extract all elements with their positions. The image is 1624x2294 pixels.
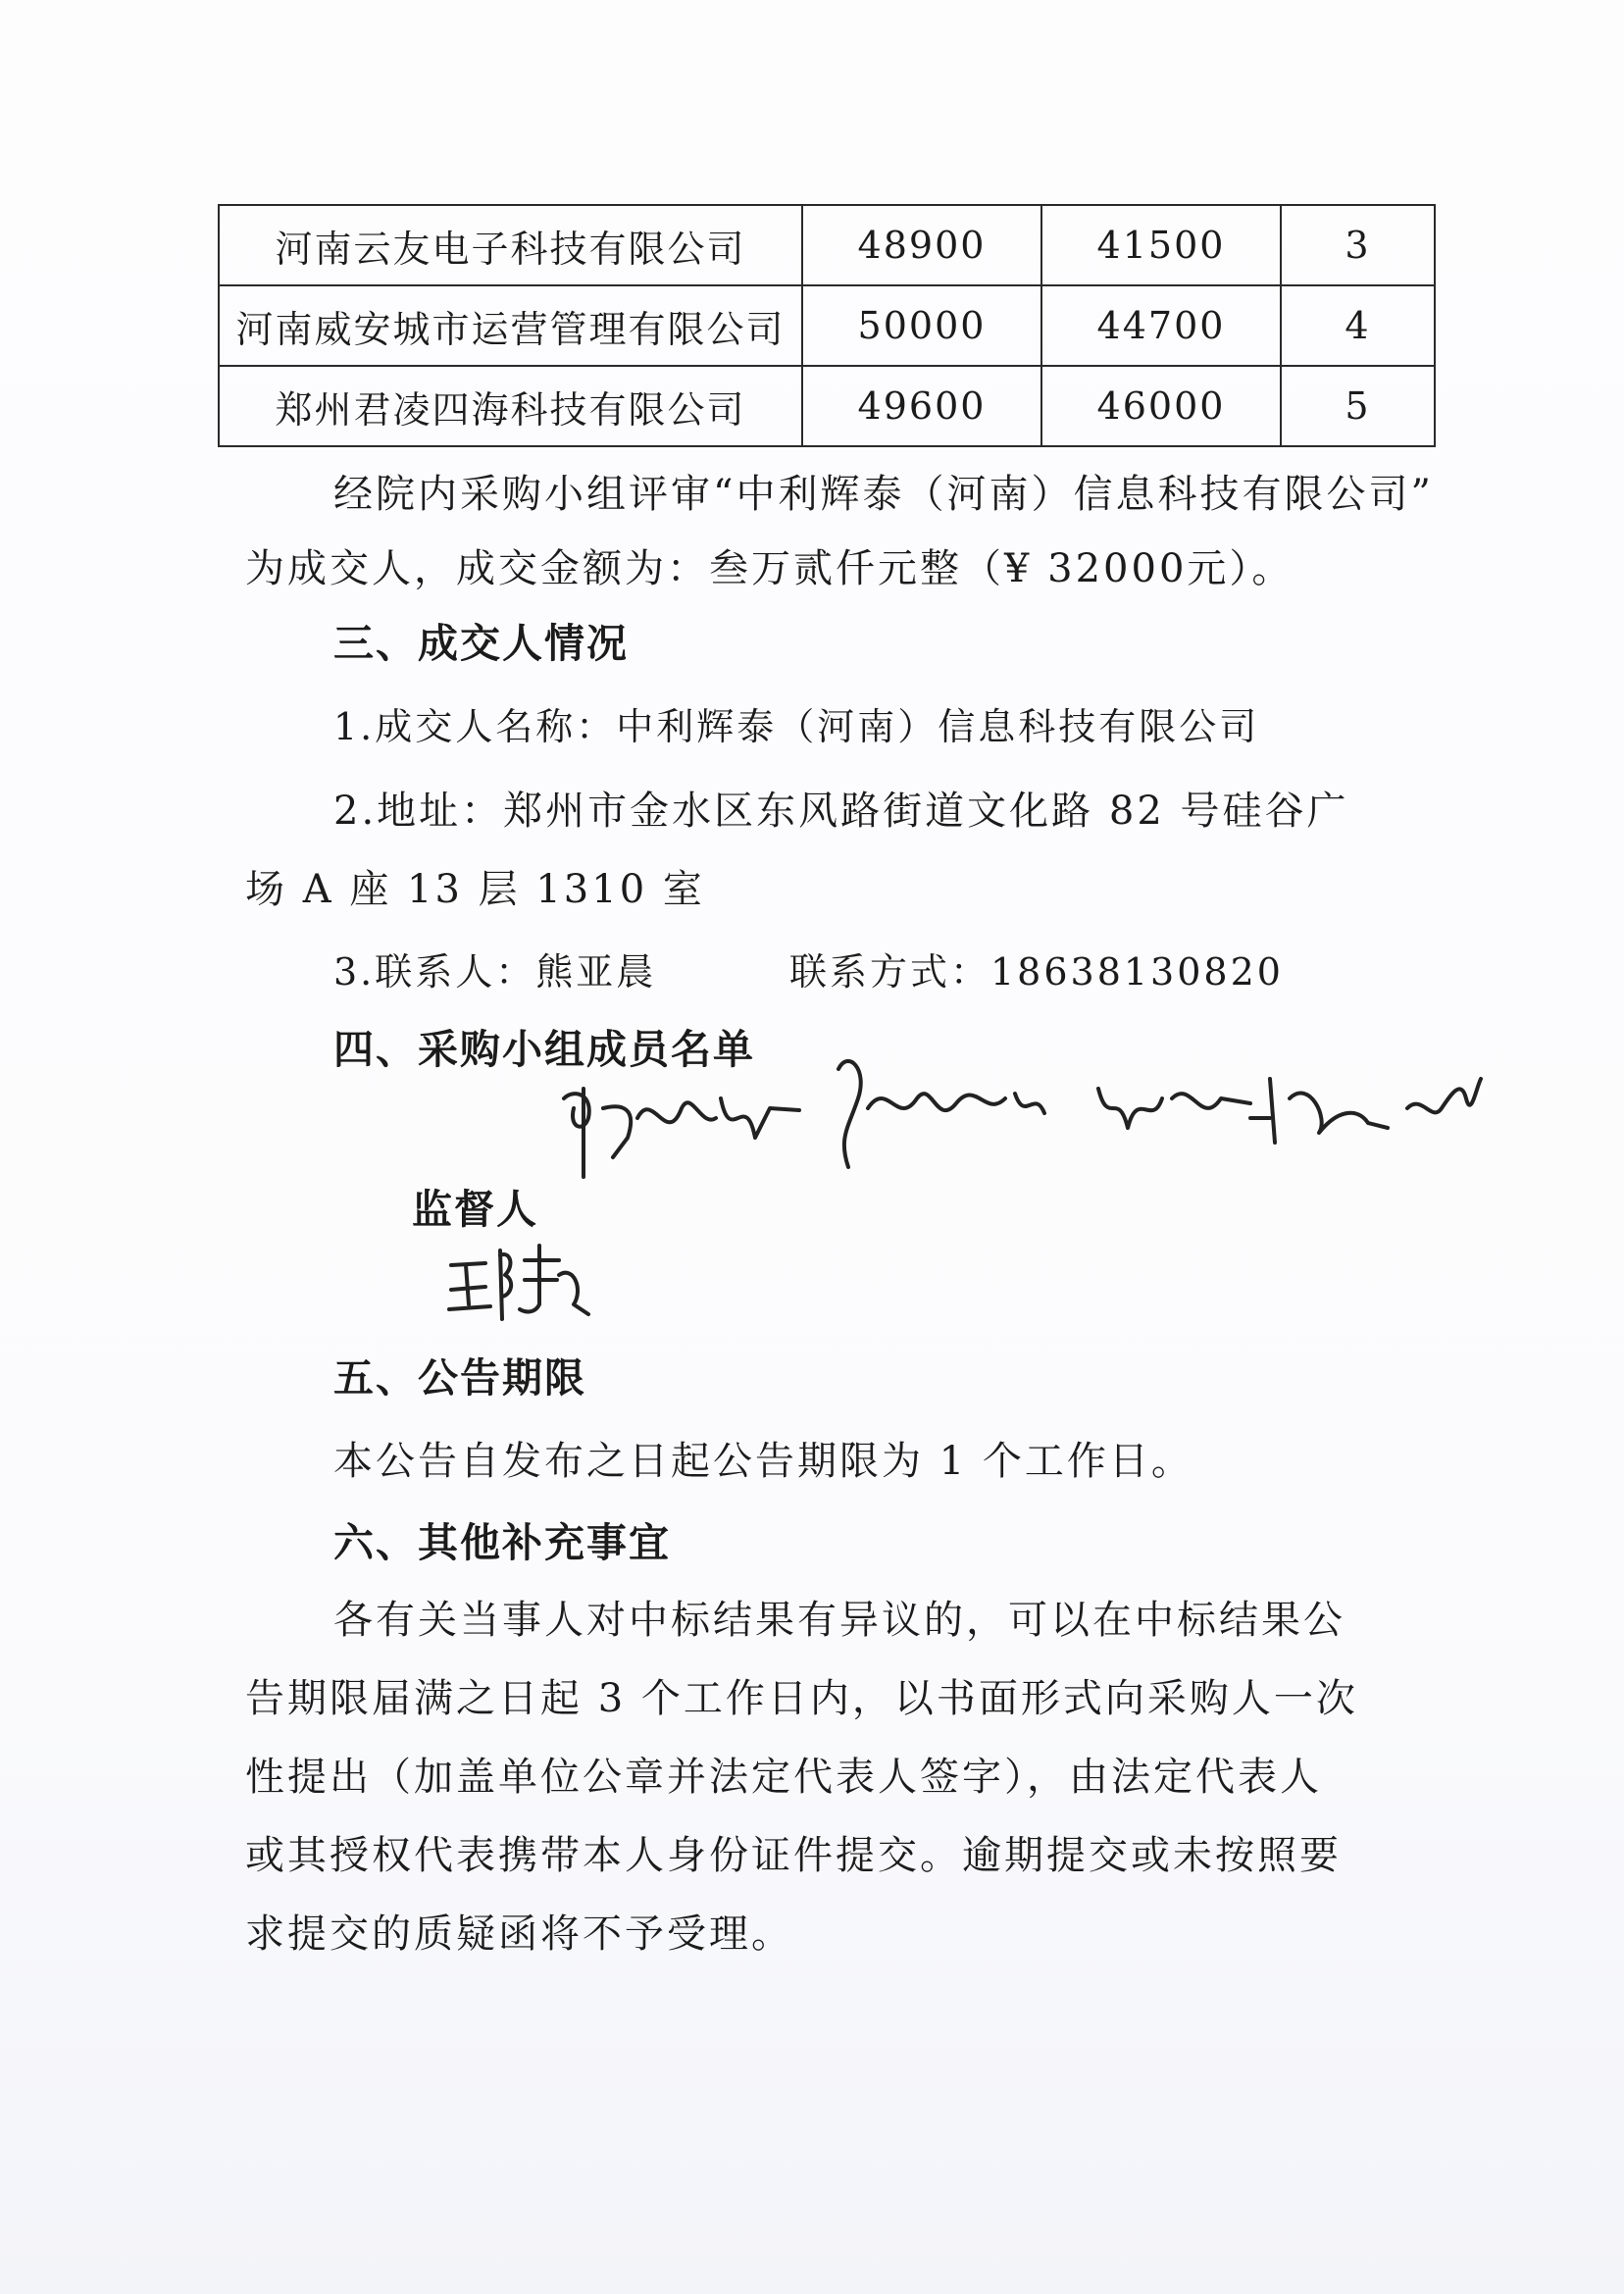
quote2-cell: 46000 bbox=[1041, 366, 1281, 446]
company-name-cell: 河南云友电子科技有限公司 bbox=[219, 205, 802, 285]
company-name-cell: 河南威安城市运营管理有限公司 bbox=[219, 285, 802, 366]
table-row bbox=[219, 205, 1435, 285]
bid-results-table bbox=[218, 204, 1436, 447]
winner-address-line-2: 场 A 座 13 层 1310 室 bbox=[245, 867, 705, 912]
supervisor-signature bbox=[441, 1236, 598, 1324]
section5-heading: 五、公告期限 bbox=[333, 1354, 586, 1402]
supplement-line-4: 或其授权代表携带本人身份证件提交。逾期提交或未按照要 bbox=[245, 1833, 1342, 1878]
section4-heading: 四、采购小组成员名单 bbox=[333, 1026, 755, 1073]
winner-address-line-1: 2.地址：郑州市金水区东风路街道文化路 82 号硅谷广 bbox=[333, 789, 1349, 834]
quote1-cell: 50000 bbox=[802, 285, 1041, 366]
section3-heading: 三、成交人情况 bbox=[333, 620, 629, 667]
winner-name: 1.成交人名称：中利辉泰（河南）信息科技有限公司 bbox=[333, 705, 1260, 748]
section6-heading: 六、其他补充事宜 bbox=[333, 1519, 671, 1566]
company-name-cell: 郑州君凌四海科技有限公司 bbox=[219, 366, 802, 446]
result-line-2: 为成交人，成交金额为：叁万贰仟元整（¥ 32000元）。 bbox=[245, 546, 1294, 591]
rank-cell: 5 bbox=[1281, 366, 1435, 446]
committee-signatures bbox=[544, 1049, 1525, 1197]
announcement-period-text: 本公告自发布之日起公告期限为 1 个工作日。 bbox=[333, 1439, 1193, 1484]
contact-phone: 联系方式：18638130820 bbox=[789, 950, 1284, 994]
supervisor-label: 监督人 bbox=[412, 1186, 538, 1233]
quote2-cell: 41500 bbox=[1041, 205, 1281, 285]
quote1-cell: 48900 bbox=[802, 205, 1041, 285]
supplement-line-5: 求提交的质疑函将不予受理。 bbox=[245, 1912, 793, 1957]
contact-person: 3.联系人：熊亚晨 bbox=[333, 950, 657, 994]
result-line-1: 经院内采购小组评审“中利辉泰（河南）信息科技有限公司” bbox=[333, 472, 1434, 517]
rank-cell: 3 bbox=[1281, 205, 1435, 285]
table-row bbox=[219, 285, 1435, 366]
supplement-line-3: 性提出（加盖单位公章并法定代表人签字），由法定代表人 bbox=[245, 1755, 1322, 1800]
quote1-cell: 49600 bbox=[802, 366, 1041, 446]
supplement-line-2: 告期限届满之日起 3 个工作日内，以书面形式向采购人一次 bbox=[245, 1676, 1358, 1721]
rank-cell: 4 bbox=[1281, 285, 1435, 366]
quote2-cell: 44700 bbox=[1041, 285, 1281, 366]
supplement-line-1: 各有关当事人对中标结果有异议的，可以在中标结果公 bbox=[333, 1598, 1345, 1643]
table-row bbox=[219, 366, 1435, 446]
